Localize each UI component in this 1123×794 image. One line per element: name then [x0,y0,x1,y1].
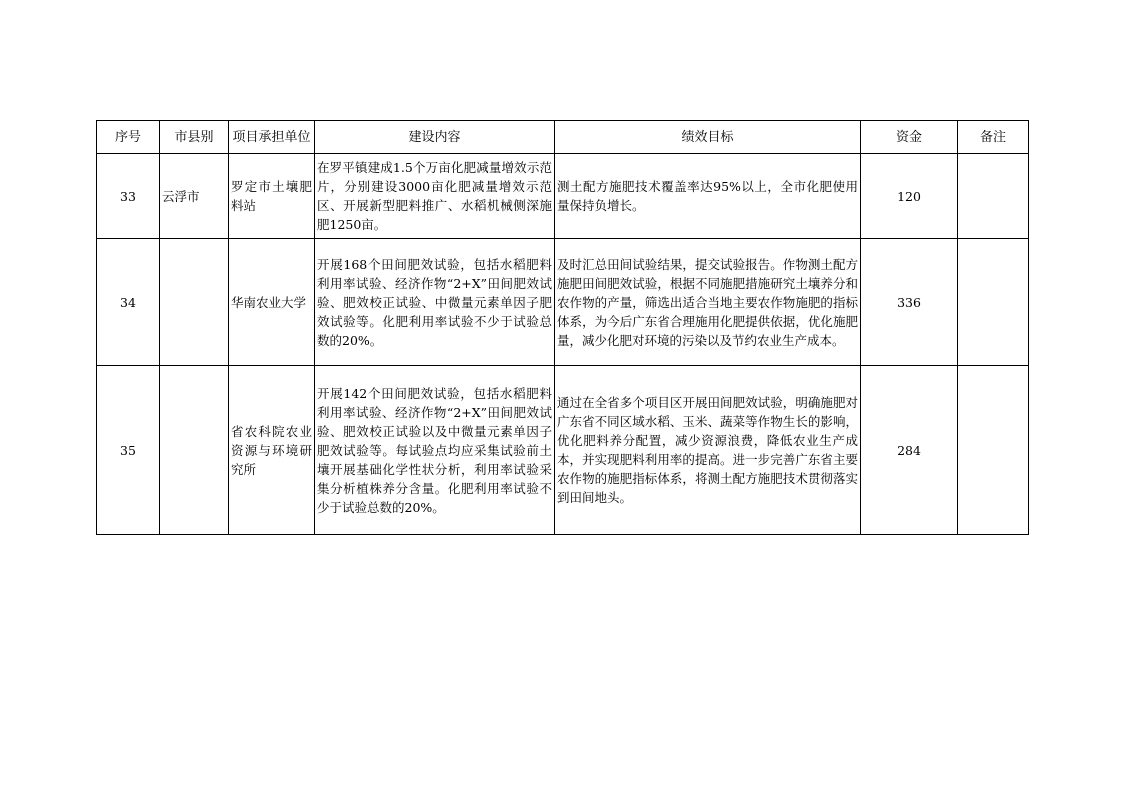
cell-seq: 35 [97,366,160,535]
cell-funds: 336 [861,239,958,366]
cell-county [160,366,229,535]
header-remarks: 备注 [958,121,1029,154]
cell-county [160,239,229,366]
cell-funds: 284 [861,366,958,535]
cell-funds: 120 [861,154,958,239]
table-row [97,239,1029,366]
project-table [96,120,1029,535]
table-row [97,366,1029,535]
header-row [97,121,1029,154]
table-row [97,154,1029,239]
header-target: 绩效目标 [555,121,861,154]
header-content: 建设内容 [315,121,555,154]
cell-seq: 33 [97,154,160,239]
header-seq: 序号 [97,121,160,154]
cell-unit: 省农科院农业资源与环境研究所 [229,366,315,535]
cell-county: 云浮市 [160,154,229,239]
cell-content: 在罗平镇建成1.5个万亩化肥减量增效示范片，分别建设3000亩化肥减量增效示范区、开展新型肥料推广、水稻机械侧深施肥1250亩。 [315,154,555,239]
cell-target: 通过在全省多个项目区开展田间肥效试验，明确施肥对广东省不同区域水稻、玉米、蔬菜等作物生长的影响，优化肥料养分配置，减少资源浪费，降低农业生产成本，并实现肥料利用率的提高。进一步完善广东省主要农作物的施肥指标体系，将测土配方施肥技术贯彻落实到田间地头。 [555,366,861,535]
cell-remarks [958,239,1029,366]
cell-remarks [958,154,1029,239]
cell-unit: 罗定市土壤肥料站 [229,154,315,239]
cell-unit: 华南农业大学 [229,239,315,366]
header-county: 市县别 [160,121,229,154]
cell-seq: 34 [97,239,160,366]
cell-content: 开展142个田间肥效试验，包括水稻肥料利用率试验、经济作物“2+X”田间肥效试验、肥效校正试验以及中微量元素单因子肥效试验等。每试验点均应采集试验前土壤开展基础化学性状分析，利用率试验采集分析植株养分含量。化肥利用率试验不少于试验总数的20%。 [315,366,555,535]
header-funds: 资金 [861,121,958,154]
cell-target: 测土配方施肥技术覆盖率达95%以上，全市化肥使用量保持负增长。 [555,154,861,239]
cell-remarks [958,366,1029,535]
header-unit: 项目承担单位 [229,121,315,154]
cell-target: 及时汇总田间试验结果，提交试验报告。作物测土配方施肥田间肥效试验，根据不同施肥措施研究土壤养分和农作物的产量，筛选出适合当地主要农作物施肥的指标体系，为今后广东省合理施用化肥提供依据，优化施肥量，减少化肥对环境的污染以及节约农业生产成本。 [555,239,861,366]
cell-content: 开展168个田间肥效试验，包括水稻肥料利用率试验、经济作物“2+X”田间肥效试验、肥效校正试验、中微量元素单因子肥效试验等。化肥利用率试验不少于试验总数的20%。 [315,239,555,366]
